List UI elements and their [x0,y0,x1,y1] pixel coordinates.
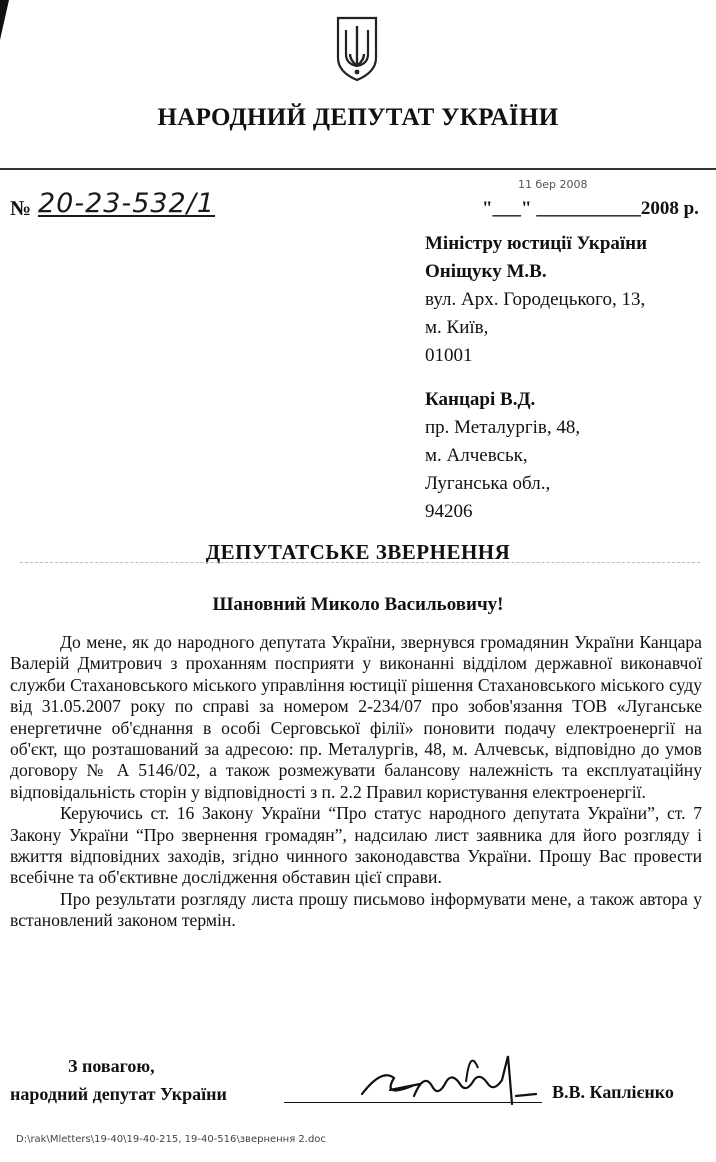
scan-dotted-line [20,562,700,563]
recipient-address-line: Луганська обл., [425,473,551,494]
recipient-name-line: Канцарі В.Д. [425,389,536,410]
salutation: Шановний Миколо Васильовичу! [212,594,504,615]
body-paragraph: До мене, як до народного депутата України, звернувся громадянин України Канцара Валерій Дмитрович з проханням посприяти у виконанні відділом державної виконавчої служби Стахановського міського управління юстиції рішення Стахановського міського суду від 31.05.2007 року по справі за номером 2-234/07 про зобов'язання ТОВ «Луганське енергетичне об'єднання в особі Серговської філії» поновити подачу електроенергії на об'єкт, що розташований за адресою: пр. Металургів, 48, м. Алчевськ, відповідно до умов договору № А 5146/02, а також розмежувати балансову належність та експлуатаційну відповідальність сторін у відповідності з п. 2.2 Правил користування електроенергії. [10,632,702,802]
handwritten-signature-icon [352,1038,552,1118]
body-paragraph: Про результати розгляду листа прошу письмово інформувати мене, а також автора у встановлений законом термін. [10,888,702,931]
closing-position: народний депутат України [10,1084,227,1104]
closing-regards: З повагою, [68,1056,155,1076]
page-heading: НАРОДНИЙ ДЕПУТАТ УКРАЇНИ [157,104,559,131]
recipient-address-line: вул. Арх. Городецького, 13, [425,289,646,310]
closing-block [10,1052,227,1108]
header-divider [0,168,716,170]
date-stamp: 11 бер 2008 [518,178,588,191]
outgoing-number: 20-23-532/1 [38,188,216,219]
document-title: ДЕПУТАТСЬКЕ ЗВЕРНЕННЯ [205,540,511,564]
recipient-block-2 [425,386,580,526]
recipient-name-line: Оніщуку М.В. [425,261,547,282]
recipient-address-line: м. Київ, [425,317,489,338]
scan-corner-mark [0,0,9,40]
trident-emblem-icon [332,14,382,84]
body-paragraph: Керуючись ст. 16 Закону України “Про статус народного депутата України”, ст. 7 Закону України “Про звернення громадян”, надсилаю лист заявника для його розгляду і вжиття відповідних заходів, згідно чинного законодавства України. Прошу Вас провести всебічне та об'єктивне дослідження обставин цієї справи. [10,803,702,888]
recipient-name-line: Міністру юстиції України [425,233,648,254]
signer-name: В.В. Каплієнко [552,1082,674,1102]
recipient-address-line: 01001 [425,345,473,366]
file-path-footer: D:\rak\Mletters\19-40\19-40-215, 19-40-516\звернення 2.doc [16,1134,326,1145]
recipient-address-line: м. Алчевськ, [425,445,528,466]
body-text [10,632,702,932]
recipient-address-line: пр. Металургів, 48, [425,417,581,438]
recipient-block-1 [425,230,647,370]
date-field: "___" ___________2008 р. [482,198,699,219]
recipient-address-line: 94206 [425,501,473,522]
number-prefix: № [10,196,32,220]
